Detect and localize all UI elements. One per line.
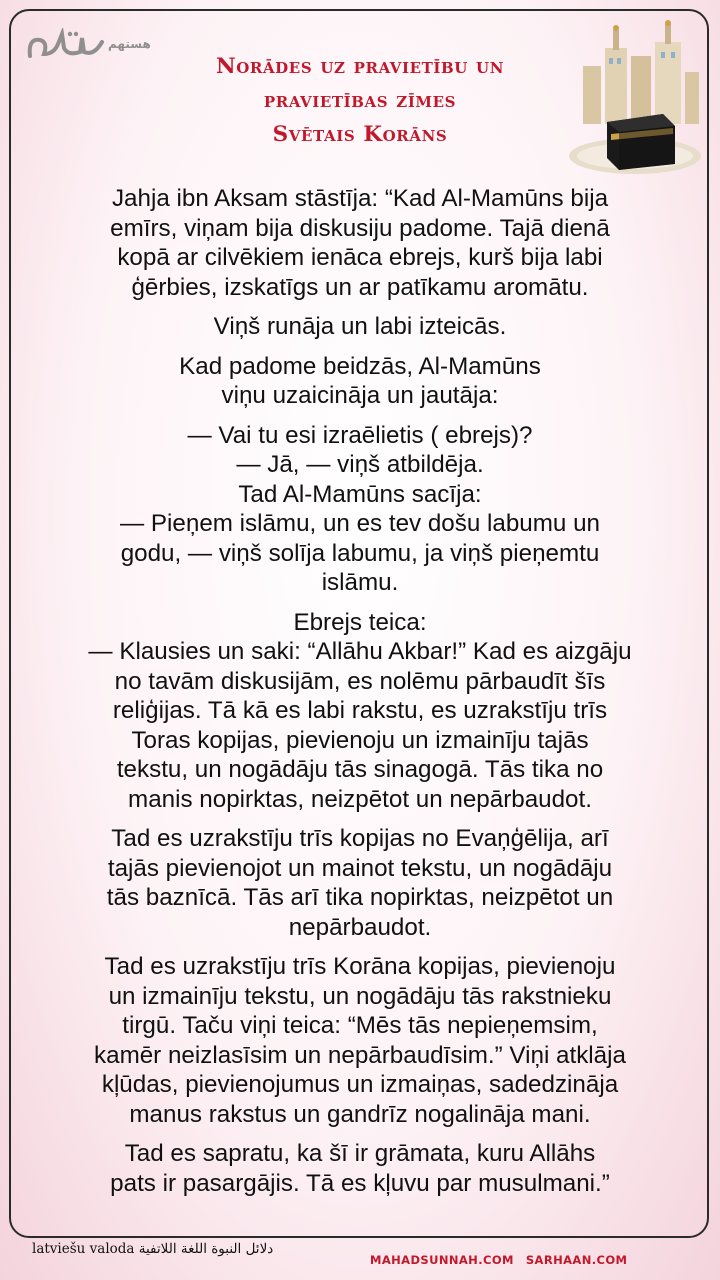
title-line: Svētais Korāns [272, 122, 448, 147]
text-line: ģērbies, izskatīgs un ar patīkamu aromātu. [131, 273, 589, 301]
text-line: Toras kopijas, pievienoju un izmainīju tajās [131, 726, 589, 754]
text-line: Tad es uzrakstīju trīs kopijas no Evaņģēlija, arī [111, 825, 609, 852]
text-line: no tavām diskusijām, es nolēmu pārbaudīt šīs [114, 667, 606, 695]
footer-sites [370, 1253, 639, 1267]
paragraph [18, 184, 702, 302]
text-line: kļūdas, pievienojumus un izmaiņas, sadedzināja [101, 1071, 619, 1098]
paragraph [18, 608, 702, 815]
footer-language [32, 1241, 273, 1257]
text-line: Viņš runāja un labi izteicās. [213, 313, 507, 340]
text-line: Tad es sapratu, ka šī ir grāmata, kuru Allāhs [124, 1140, 596, 1167]
text-line: Ebrejs teica: [293, 608, 427, 636]
paragraph [18, 824, 702, 942]
text-line: nepārbaudot. [288, 913, 432, 941]
text-line: manus rakstus un gandrīz nogalināja mani. [129, 1100, 591, 1128]
title-line: pravietības zīmes [263, 88, 457, 113]
text-line: kopā ar cilvēkiem ienāca ebrejs, kurš bija labi [117, 244, 603, 271]
text-line: un izmainīju tekstu, un nogādāju tās rakstnieku [108, 982, 612, 1010]
text-line: Tad Al-Mamūns sacīja: [238, 480, 482, 508]
kaaba-illustration-icon [565, 18, 705, 178]
text-line: — Jā, — viņš atbildēja. [236, 451, 484, 478]
text-line: godu, — viņš solīja labumu, ja viņš pieņemtu [120, 539, 600, 567]
sarhaan-logo-icon [24, 28, 106, 66]
text-line: tekstu, un nogādāju tās sinagogā. Tās tika no [116, 756, 604, 783]
text-line: manis nopirktas, neizpētot un nepārbaudot. [128, 785, 592, 813]
text-line: Tad es uzrakstīju trīs Korāna kopijas, pievienoju [104, 953, 616, 980]
text-line: Jahja ibn Aksam stāstīja: “Kad Al-Mamūns bija [111, 185, 609, 212]
text-line: tirgū. Taču viņi teica: “Mēs tās nepieņemsim, [122, 1012, 598, 1039]
text-line: — Pieņem islāmu, un es tev došu labumu un [120, 510, 600, 537]
text-line: islāmu. [321, 569, 399, 596]
text-line: Kad padome beidzās, Al-Mamūns [179, 352, 541, 380]
site-logo [24, 28, 160, 68]
article-body [18, 184, 702, 1208]
text-line: kamēr neizlasīsim un nepārbaudīsim.” Viņi atklāja [94, 1041, 626, 1069]
text-line: reliģijas. Tā kā es labi rakstu, es uzrakstīju trīs [112, 697, 608, 724]
text-line: pats ir pasargājis. Tā es kļuvu par musulmani.” [110, 1169, 610, 1197]
paragraph [18, 352, 702, 411]
title-line: Norādes uz pravietību un [215, 54, 505, 79]
paragraph [18, 952, 702, 1129]
text-line: tajās pievienojot un mainot tekstu, un nogādāju [107, 854, 613, 882]
text-line: emīrs, viņam bija diskusiju padome. Tajā dienā [110, 214, 610, 242]
text-line: — Vai tu esi izraēlietis ( ebrejs)? [187, 421, 533, 449]
paragraph [18, 312, 702, 342]
arabic-label: دلائل النبوة اللغة اللاتفية [138, 1241, 274, 1257]
site-link-sarhaan[interactable]: SARHAAN.COM [525, 1253, 628, 1267]
language-label: latviešu valoda [32, 1241, 135, 1257]
site-link-mahadsunnah[interactable]: MAHADSUNNAH.COM [370, 1253, 514, 1267]
paragraph [18, 1139, 702, 1198]
text-line: viņu uzaicināja un jautāja: [221, 382, 499, 409]
text-line: — Klausies un saki: “Allāhu Akbar!” Kad es aizgāju [88, 638, 632, 665]
text-line: tās baznīcā. Tās arī tika nopirktas, neizpētot un [106, 884, 614, 911]
paragraph [18, 421, 702, 598]
page-title [160, 50, 560, 152]
logo-small-text: هستهم [108, 37, 151, 51]
